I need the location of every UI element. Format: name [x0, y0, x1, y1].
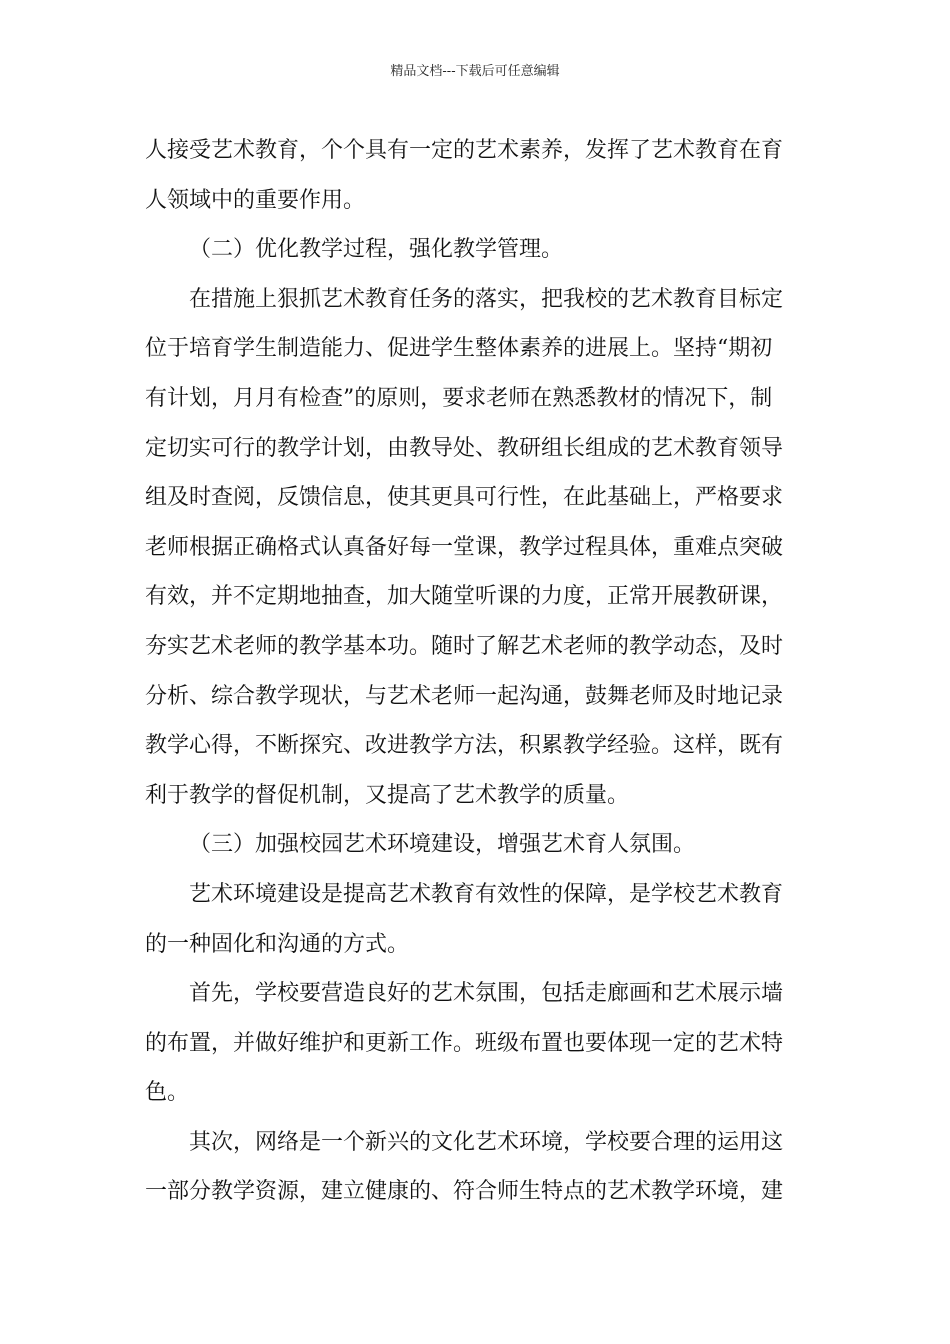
- text-line: 一部分教学资源，建立健康的、符合师生特点的艺术教学环境，建: [145, 1179, 784, 1205]
- text-line: 有计划，月月有检查”的原则，要求老师在熟悉教材的情况下，制: [145, 385, 773, 411]
- text-line: 组及时查阅，反馈信息，使其更具可行性，在此基础上，严格要求: [145, 485, 784, 511]
- page-header: 精品文档---下载后可任意编辑: [390, 64, 560, 79]
- text-line: 有效，并不定期地抽查，加大随堂听课的力度，正常开展教研课，: [145, 584, 784, 610]
- text-line: 首先，学校要营造良好的艺术氛围，包括走廊画和艺术展示墙: [189, 981, 784, 1007]
- text-line: 的布置，并做好维护和更新工作。班级布置也要体现一定的艺术特: [145, 1030, 784, 1056]
- text-line: 人领域中的重要作用。: [145, 187, 366, 213]
- text-line: 教学心得，不断探究、改进教学方法，积累教学经验。这样，既有: [145, 733, 784, 759]
- text-line: 老师根据正确格式认真备好每一堂课，教学过程具体，重难点突破: [145, 534, 784, 560]
- text-line: 位于培育学生制造能力、促进学生整体素养的进展上。坚持“期初: [145, 336, 773, 362]
- text-line: 利于教学的督促机制，又提高了艺术教学的质量。: [145, 782, 630, 808]
- text-line: 在措施上狠抓艺术教育任务的落实，把我校的艺术教育目标定: [189, 286, 784, 312]
- text-line: 艺术环境建设是提高艺术教育有效性的保障，是学校艺术教育: [189, 881, 784, 907]
- document-body: [145, 126, 813, 1217]
- section-heading: （二）优化教学过程，强化教学管理。: [189, 237, 564, 263]
- text-line: 人接受艺术教育，个个具有一定的艺术素养，发挥了艺术教育在育: [145, 138, 784, 163]
- text-line: 色。: [145, 1080, 190, 1106]
- section-heading: （三）加强校园艺术环境建设，增强艺术育人氛围。: [189, 832, 696, 858]
- text-line: 定切实可行的教学计划，由教导处、教研组长组成的艺术教育领导: [145, 435, 784, 461]
- text-line: 的一种固化和沟通的方式。: [145, 931, 410, 957]
- text-line: 分析、综合教学现状，与艺术老师一起沟通，鼓舞老师及时地记录: [145, 683, 784, 709]
- text-line: 夯实艺术老师的教学基本功。随时了解艺术老师的教学动态，及时: [145, 633, 784, 659]
- text-line: 其次，网络是一个新兴的文化艺术环境，学校要合理的运用这: [189, 1129, 784, 1155]
